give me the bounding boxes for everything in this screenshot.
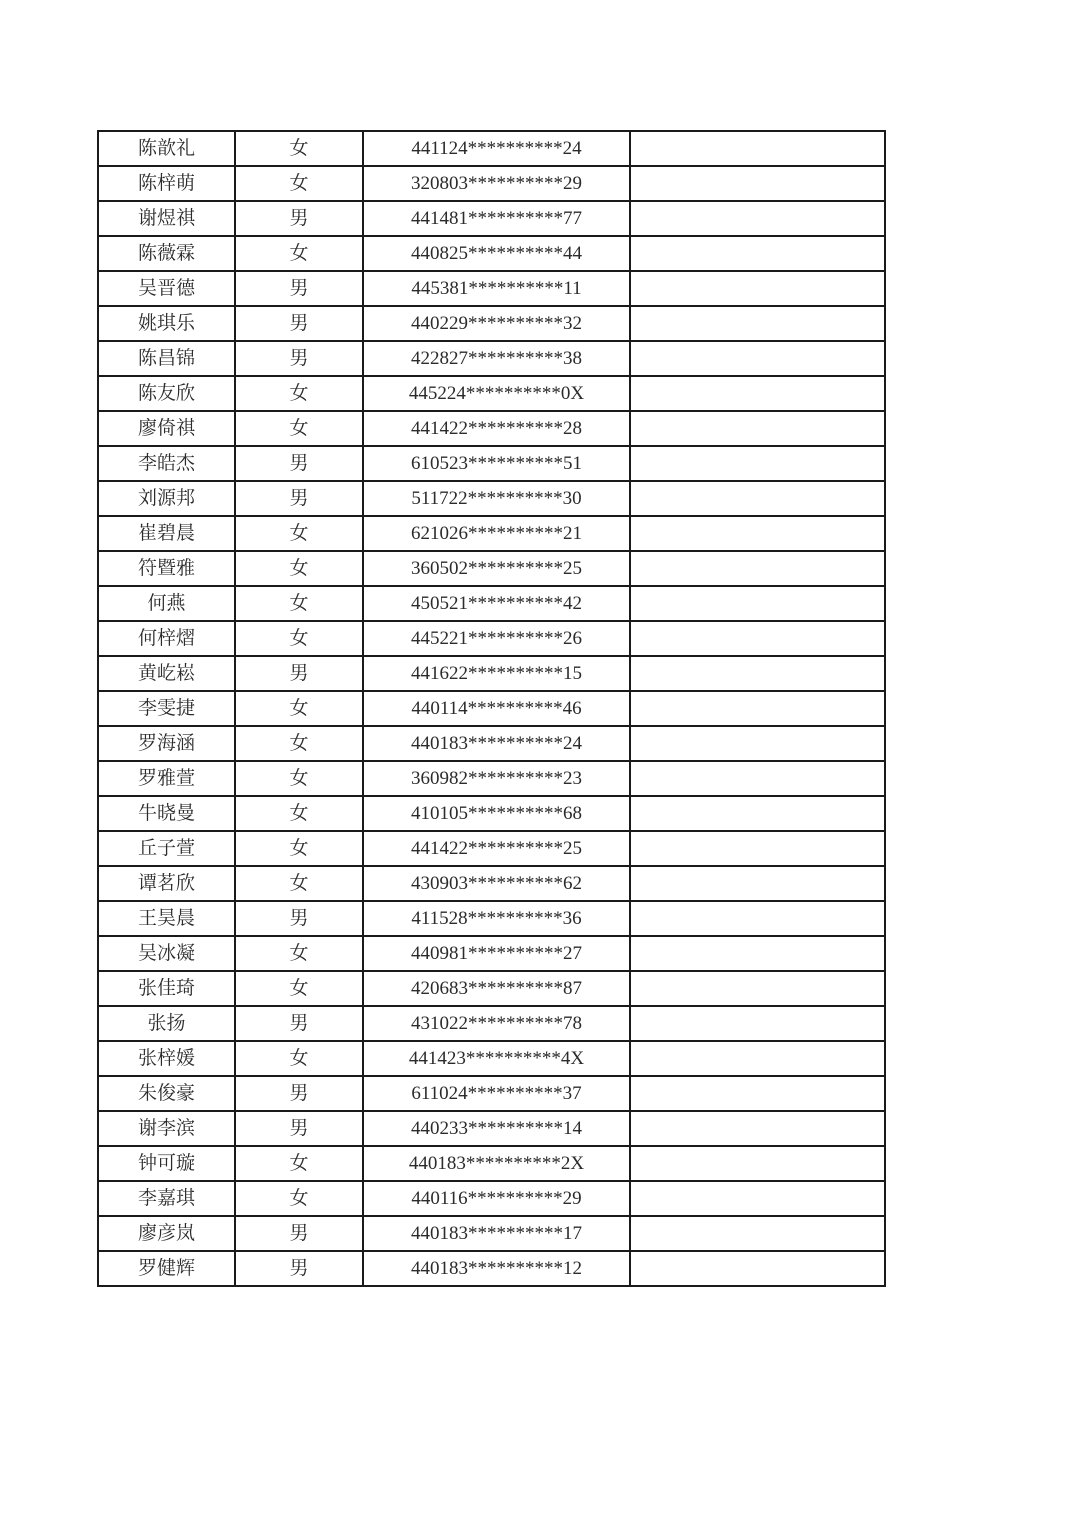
- id-number-cell: 441124**********24: [363, 131, 630, 166]
- note-cell: [630, 726, 885, 761]
- table-row: [98, 796, 885, 831]
- id-number-cell: 360982**********23: [363, 761, 630, 796]
- id-number-cell: 320803**********29: [363, 166, 630, 201]
- gender-cell: 女: [235, 411, 363, 446]
- note-cell: [630, 306, 885, 341]
- id-number-cell: 411528**********36: [363, 901, 630, 936]
- name-cell: 罗雅萱: [98, 761, 235, 796]
- note-cell: [630, 516, 885, 551]
- gender-cell: 女: [235, 761, 363, 796]
- name-cell: 廖倚祺: [98, 411, 235, 446]
- name-cell: 谭茗欣: [98, 866, 235, 901]
- id-number-cell: 440233**********14: [363, 1111, 630, 1146]
- gender-cell: 男: [235, 481, 363, 516]
- id-number-cell: 440114**********46: [363, 691, 630, 726]
- table-row: [98, 656, 885, 691]
- id-number-cell: 422827**********38: [363, 341, 630, 376]
- name-cell: 张佳琦: [98, 971, 235, 1006]
- gender-cell: 男: [235, 271, 363, 306]
- name-cell: 朱俊豪: [98, 1076, 235, 1111]
- id-number-cell: 440981**********27: [363, 936, 630, 971]
- id-number-cell: 440116**********29: [363, 1181, 630, 1216]
- name-cell: 吴冰凝: [98, 936, 235, 971]
- name-cell: 陈昌锦: [98, 341, 235, 376]
- gender-cell: 女: [235, 691, 363, 726]
- note-cell: [630, 1076, 885, 1111]
- note-cell: [630, 971, 885, 1006]
- name-cell: 谢李滨: [98, 1111, 235, 1146]
- table-row: [98, 376, 885, 411]
- table-row: [98, 516, 885, 551]
- note-cell: [630, 131, 885, 166]
- gender-cell: 女: [235, 586, 363, 621]
- gender-cell: 男: [235, 1251, 363, 1286]
- name-cell: 罗海涵: [98, 726, 235, 761]
- note-cell: [630, 1041, 885, 1076]
- table-row: [98, 901, 885, 936]
- note-cell: [630, 866, 885, 901]
- table-row: [98, 341, 885, 376]
- name-cell: 何梓熠: [98, 621, 235, 656]
- gender-cell: 女: [235, 551, 363, 586]
- name-cell: 牛晓曼: [98, 796, 235, 831]
- table-row: [98, 971, 885, 1006]
- gender-cell: 女: [235, 1146, 363, 1181]
- table-row: [98, 1181, 885, 1216]
- name-cell: 陈友欣: [98, 376, 235, 411]
- name-cell: 张扬: [98, 1006, 235, 1041]
- note-cell: [630, 621, 885, 656]
- id-number-cell: 440183**********2X: [363, 1146, 630, 1181]
- gender-cell: 女: [235, 866, 363, 901]
- name-cell: 罗健辉: [98, 1251, 235, 1286]
- id-number-cell: 440183**********12: [363, 1251, 630, 1286]
- name-cell: 黄屹崧: [98, 656, 235, 691]
- gender-cell: 女: [235, 621, 363, 656]
- id-number-cell: 440825**********44: [363, 236, 630, 271]
- table-row: [98, 1111, 885, 1146]
- table-row: [98, 866, 885, 901]
- gender-cell: 男: [235, 656, 363, 691]
- name-cell: 钟可璇: [98, 1146, 235, 1181]
- note-cell: [630, 936, 885, 971]
- table-row: [98, 936, 885, 971]
- note-cell: [630, 1006, 885, 1041]
- gender-cell: 女: [235, 936, 363, 971]
- name-cell: 王昊晨: [98, 901, 235, 936]
- table-row: [98, 481, 885, 516]
- note-cell: [630, 376, 885, 411]
- name-cell: 张梓媛: [98, 1041, 235, 1076]
- table-row: [98, 1216, 885, 1251]
- note-cell: [630, 1251, 885, 1286]
- name-cell: 姚琪乐: [98, 306, 235, 341]
- table-row: [98, 726, 885, 761]
- id-number-cell: 441622**********15: [363, 656, 630, 691]
- table-row: [98, 131, 885, 166]
- gender-cell: 男: [235, 446, 363, 481]
- note-cell: [630, 901, 885, 936]
- id-number-cell: 611024**********37: [363, 1076, 630, 1111]
- id-number-cell: 431022**********78: [363, 1006, 630, 1041]
- id-number-cell: 621026**********21: [363, 516, 630, 551]
- gender-cell: 女: [235, 131, 363, 166]
- note-cell: [630, 586, 885, 621]
- table-row: [98, 551, 885, 586]
- gender-cell: 女: [235, 971, 363, 1006]
- gender-cell: 男: [235, 306, 363, 341]
- gender-cell: 女: [235, 796, 363, 831]
- id-number-cell: 441481**********77: [363, 201, 630, 236]
- note-cell: [630, 411, 885, 446]
- table-row: [98, 236, 885, 271]
- gender-cell: 男: [235, 1111, 363, 1146]
- name-cell: 何燕: [98, 586, 235, 621]
- gender-cell: 男: [235, 1076, 363, 1111]
- table-row: [98, 201, 885, 236]
- name-cell: 陈梓萌: [98, 166, 235, 201]
- id-number-cell: 441422**********25: [363, 831, 630, 866]
- id-number-cell: 445221**********26: [363, 621, 630, 656]
- table-row: [98, 1041, 885, 1076]
- name-cell: 崔碧晨: [98, 516, 235, 551]
- id-number-cell: 420683**********87: [363, 971, 630, 1006]
- note-cell: [630, 761, 885, 796]
- id-number-cell: 511722**********30: [363, 481, 630, 516]
- id-number-cell: 430903**********62: [363, 866, 630, 901]
- note-cell: [630, 1111, 885, 1146]
- note-cell: [630, 201, 885, 236]
- note-cell: [630, 1146, 885, 1181]
- name-cell: 廖彦岚: [98, 1216, 235, 1251]
- name-cell: 符暨雅: [98, 551, 235, 586]
- note-cell: [630, 341, 885, 376]
- table-row: [98, 691, 885, 726]
- note-cell: [630, 831, 885, 866]
- table-row: [98, 831, 885, 866]
- table-row: [98, 761, 885, 796]
- name-cell: 丘子萱: [98, 831, 235, 866]
- table-row: [98, 1076, 885, 1111]
- gender-cell: 女: [235, 726, 363, 761]
- id-number-cell: 441422**********28: [363, 411, 630, 446]
- table-row: [98, 1146, 885, 1181]
- id-number-cell: 450521**********42: [363, 586, 630, 621]
- id-number-cell: 360502**********25: [363, 551, 630, 586]
- id-number-cell: 440183**********17: [363, 1216, 630, 1251]
- name-cell: 谢煜祺: [98, 201, 235, 236]
- table-row: [98, 166, 885, 201]
- id-number-cell: 441423**********4X: [363, 1041, 630, 1076]
- gender-cell: 男: [235, 1006, 363, 1041]
- note-cell: [630, 236, 885, 271]
- id-number-cell: 610523**********51: [363, 446, 630, 481]
- id-number-cell: 445381**********11: [363, 271, 630, 306]
- gender-cell: 女: [235, 831, 363, 866]
- note-cell: [630, 691, 885, 726]
- gender-cell: 女: [235, 166, 363, 201]
- note-cell: [630, 481, 885, 516]
- note-cell: [630, 1216, 885, 1251]
- name-cell: 李雯捷: [98, 691, 235, 726]
- name-cell: 刘源邦: [98, 481, 235, 516]
- roster-table-body: [98, 131, 885, 1286]
- note-cell: [630, 166, 885, 201]
- table-row: [98, 446, 885, 481]
- gender-cell: 女: [235, 1181, 363, 1216]
- gender-cell: 男: [235, 1216, 363, 1251]
- gender-cell: 女: [235, 236, 363, 271]
- table-row: [98, 1251, 885, 1286]
- table-row: [98, 271, 885, 306]
- name-cell: 陈歆礼: [98, 131, 235, 166]
- id-number-cell: 440183**********24: [363, 726, 630, 761]
- table-row: [98, 306, 885, 341]
- gender-cell: 男: [235, 201, 363, 236]
- id-number-cell: 445224**********0X: [363, 376, 630, 411]
- gender-cell: 男: [235, 341, 363, 376]
- table-row: [98, 621, 885, 656]
- roster-table: [97, 130, 886, 1287]
- name-cell: 李嘉琪: [98, 1181, 235, 1216]
- name-cell: 李皓杰: [98, 446, 235, 481]
- note-cell: [630, 656, 885, 691]
- note-cell: [630, 446, 885, 481]
- gender-cell: 女: [235, 376, 363, 411]
- table-row: [98, 586, 885, 621]
- note-cell: [630, 551, 885, 586]
- gender-cell: 女: [235, 516, 363, 551]
- gender-cell: 男: [235, 901, 363, 936]
- note-cell: [630, 796, 885, 831]
- name-cell: 陈薇霖: [98, 236, 235, 271]
- table-row: [98, 411, 885, 446]
- gender-cell: 女: [235, 1041, 363, 1076]
- note-cell: [630, 1181, 885, 1216]
- id-number-cell: 440229**********32: [363, 306, 630, 341]
- note-cell: [630, 271, 885, 306]
- name-cell: 吴晋德: [98, 271, 235, 306]
- id-number-cell: 410105**********68: [363, 796, 630, 831]
- table-row: [98, 1006, 885, 1041]
